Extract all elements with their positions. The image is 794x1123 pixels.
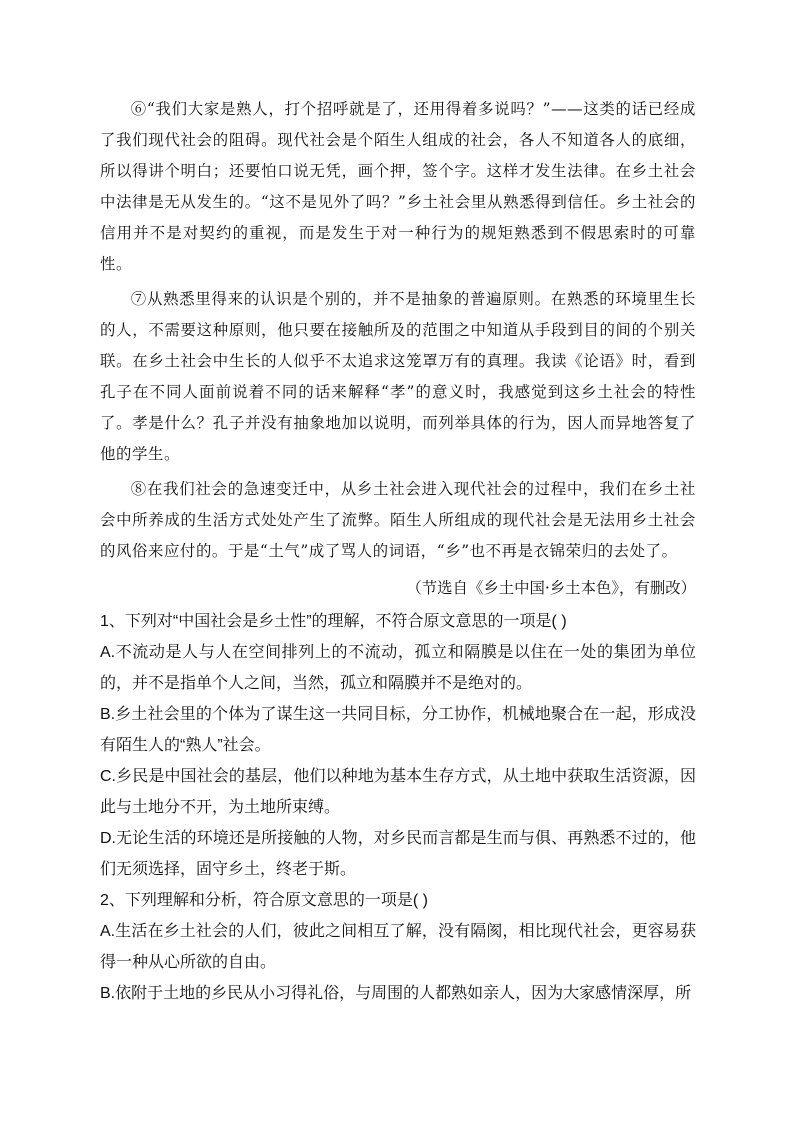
question-2 — [100, 885, 696, 1009]
question-1-stem: 1、下列对“中国社会是乡土性”的理解，不符合原文意思的一项是( ) — [100, 613, 567, 630]
question-2-option-a: A.生活在乡土社会的人们，彼此之间相互了解，没有隔阂，相比现代社会，更容易获得一种从心所欲的自由。 — [100, 923, 696, 971]
question-1-option-b: B.乡土社会里的个体为了谋生这一共同目标，分工协作，机械地聚合在一起，形成没有陌生人的“熟人”社会。 — [100, 706, 696, 754]
passage-paragraph-8: ⑧在我们社会的急速变迁中，从乡土社会进入现代社会的过程中，我们在乡土社会中所养成的生活方式处处产生了流弊。陌生人所组成的现代社会是无法用乡土社会的风俗来应付的。于是“土气”成了骂人的词语，“乡”也不再是衣锦荣归的去处了。 — [100, 480, 696, 560]
question-2-stem: 2、下列理解和分析，符合原文意思的一项是( ) — [100, 892, 429, 909]
passage-paragraph-7: ⑦从熟悉里得来的认识是个别的，并不是抽象的普遍原则。在熟悉的环境里生长的人，不需要这种原则，他只要在接触所及的范围之中知道从手段到目的间的个别关联。在乡土社会中生长的人似乎不太追求这笼罩万有的真理。我读《论语》时，看到孔子在不同人面前说着不同的话来解释“孝”的意义时，我感觉到这乡土社会的特性了。孝是什么？孔子并没有抽象地加以说明，而列举具体的行为，因人而异地答复了他的学生。 — [100, 290, 696, 463]
document-content — [100, 94, 696, 1009]
question-1-option-a: A.不流动是人与人在空间排列上的不流动，孤立和隔膜是以住在一处的集团为单位的，并不是指单个人之间，当然，孤立和隔膜并不是绝对的。 — [100, 644, 696, 692]
question-1-option-d: D.无论生活的环境还是所接触的人物，对乡民而言都是生而与俱、再熟悉不过的，他们无须选择，固守乡土，终老于斯。 — [100, 830, 696, 878]
question-2-option-b: B.依附于土地的乡民从小习得礼俗，与周围的人都熟如亲人，因为大家感情深厚，所 — [100, 985, 692, 1002]
reading-passage — [100, 94, 696, 604]
passage-paragraph-6: ⑥“我们大家是熟人，打个招呼就是了，还用得着多说吗？”——这类的话已经成了我们现代社会的阻碍。现代社会是个陌生人组成的社会，各人不知道各人的底细，所以得讲个明白；还要怕口说无凭，画个押，签个字。这样才发生法律。在乡土社会中法律是无从发生的。“这不是见外了吗？”乡土社会里从熟悉得到信任。乡土社会的信用并不是对契约的重视，而是发生于对一种行为的规矩熟悉到不假思索时的可靠性。 — [100, 100, 696, 273]
passage-source: （节选自《乡土中国·乡土本色》，有删改） — [406, 579, 696, 597]
question-1-option-c: C.乡民是中国社会的基层，他们以种地为基本生存方式，从土地中获取生活资源，因此与土地分不开，为土地所束缚。 — [100, 768, 696, 816]
question-1 — [100, 606, 696, 885]
